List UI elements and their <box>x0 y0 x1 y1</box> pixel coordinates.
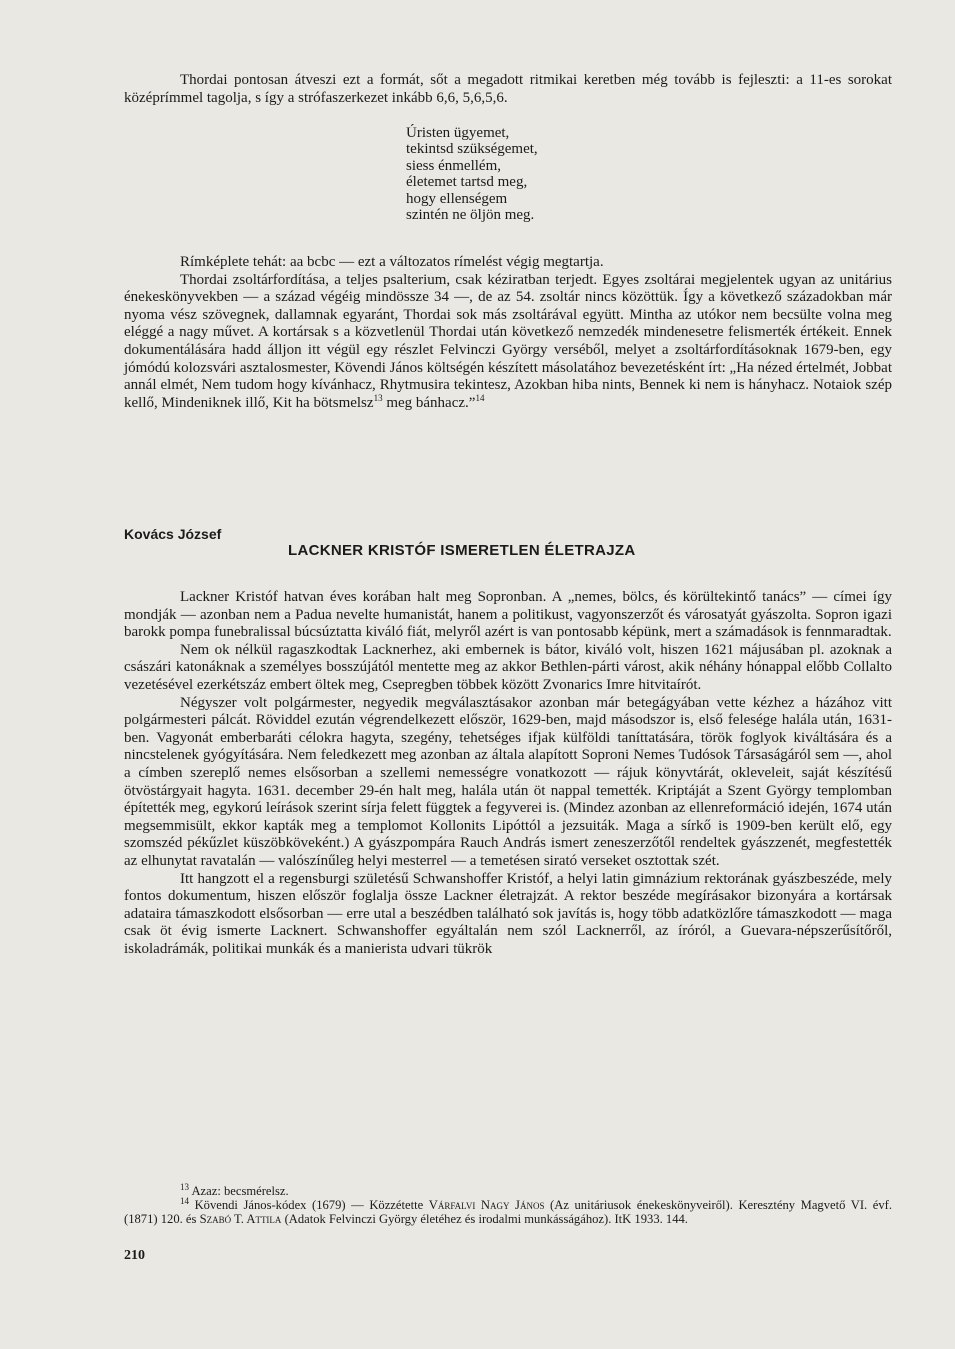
psalter-discussion <box>124 254 892 412</box>
footnote-author-name: Várfalvi Nagy János <box>428 1198 545 1212</box>
footnote-text: (Adatok Felvinczi György életéhez és irodalmi munkásságához). ItK 1933. 144. <box>281 1212 688 1226</box>
footnotes <box>124 1181 892 1226</box>
article-title: LACKNER KRISTÓF ISMERETLEN ÉLETRAJZA <box>288 542 636 559</box>
page-number: 210 <box>124 1248 145 1263</box>
article-paragraph: Itt hangzott el a regensburgi születésű Schwanshoffer Kristóf, a helyi latin gimnázium rektorának gyászbeszéde, mely fontos dokumentum, hiszen először foglalja össze Lackner életrajzát. A rektor beszéde megírásakor bizonyára a kortársak adataira támaszkodott elsősorban — erre utal a beszédben található sok javítás is, hogy több adatközlőre támaszkodott — maga csak öt évig ismerte Lacknert. Schwanshoffer egyáltalán nem szól Lacknerről, az íróról, a Guevara-népszerűsítőről, iskoladrámák, politikai munkák és a manierista udvari tükrök <box>124 870 892 957</box>
verse-line: hogy ellenségem <box>406 190 508 207</box>
footnote-13 <box>124 1181 892 1198</box>
psalm-verse <box>406 125 538 223</box>
verse-line: szintén ne öljön meg. <box>406 207 535 224</box>
verse-line: Úristen ügyemet, <box>406 125 510 141</box>
article-paragraph: Lackner Kristóf hatvan éves korában halt meg Sopronban. A „nemes, bölcs, és körültekintő tanács” — címei így mondják — azonban nem a Padua nevelte humanistát, hanem a politikust, vagyonszerzőt és városatyát gyászolta. Sopron igazi barokk pompa funebralissal búcsúztatta kiváló fiát, melyről azért is van pontosabb képünk, mert a számadások is fennmaradtak. <box>124 589 892 641</box>
psalter-text: Thordai zsoltárfordítása, a teljes psalterium, csak kéziratban terjedt. Egyes zsoltárai megjelentek ugyan az unitárius énekeskönyvekben — a század végéig mindössze 34 —, de az 54. zsoltár nincs közöttük. Így a következő századokban már nyoma vész szövegnek, dallamnak egyaránt, Thordai sok más zsoltárával együtt. Mintha az utókor nem becsülte volna meg eléggé a nagy művet. A kortársak s a közvetlenül Thordai után következő nemzedék mindenesetre felismerték értékeit. Ennek dokumentálására hadd álljon itt végül egy részlet Felvinczi György verséből, melyet a zsoltárfordításoknak 1679-ben, egy jómódú kolozsvári asztalosmester, Kövendi János költségén készített másolatához bevezetésként írt: „Ha nézed értelmét, Jobbat annál elmét, Nem tudom hogy kívánhacz, Rhytmusira tekintesz, Azokban hiba nints, Bennek ki nem is hányhacz. Notaiok szép kellő, Mindeniknek illő, Kit ha bötsmelsz <box>124 271 892 411</box>
article-paragraph: Nem ok nélkül ragaszkodtak Lacknerhez, aki embernek is bátor, kiváló volt, hiszen 1621 májusában pl. azoknak a császári katonáknak a személyes bosszújától mentette meg az akkor Bethlen-párti várost, akik néhány hónappal előbb Collalto vezetésével ezerkétszáz embert öltek meg, Csepregben többek között Zvonarics Imre hitvitaírót. <box>124 641 892 693</box>
footnote-number: 13 <box>180 1181 189 1192</box>
psalter-text-end: meg bánhacz.” <box>382 394 476 411</box>
psalter-paragraph <box>124 272 892 413</box>
footnote-text: Kövendi János-kódex (1679) — Közzétette <box>189 1198 429 1212</box>
article-body <box>124 589 892 958</box>
footnote-text: (Az unitáriusok énekeskönyveiről). Keresztény Magvető VI. évf. (1871) 120. és <box>124 1198 892 1226</box>
footnote-14 <box>124 1195 892 1226</box>
footnote-author-name: Szabó T. Attila <box>199 1212 282 1226</box>
footnote-ref-14[interactable]: 14 <box>475 392 485 403</box>
verse-line: életemet tartsd meg, <box>406 174 528 191</box>
rhyme-scheme-paragraph: Rímképlete tehát: aa bcbc — ezt a változatos rímelést végig megtartja. <box>180 254 604 270</box>
article-paragraph: Négyszer volt polgármester, negyedik megválasztásakor azonban már betegágyában vette kézhez a házához vitt polgármesteri pálcát. Röviddel ezután végrendelkezett először, 1629-ben, majd másodszor is, első felesége halála után, 1631-ben. Vagyonát emberbaráti célokra hagyta, szegény, tehetséges ifjak külföldi taníttatására, török foglyok kiváltására és a nincstelenek gyógyítására. Nem feledkezett meg azonban az általa alapított Soproni Nemes Tudósok Társaságáról sem —, ahol a címben szereplő nemes elsősorban a szellemi nemességre vonatkozott — rájuk könyvtárát, okleveleit, saját készítésű ötvöstárgyait hagyta. 1631. december 29-én halt meg, halála után öt nappal temették. Kriptáját a Szent György templomban építették meg, egykorú leírások szerint sírja felett függtek a fegyverei is. (Mindez azonban az ellenreformáció idején, 1674 után megsemmisült, ekkor kapták meg a templomot Kollonits Lipóttól a jezsuiták. Maga a sírkő is 1909-ben került elő, egy szomszéd pékűzlet küszöbköveként.) A gyászpompára Rauch András ismert zeneszerzőtől rendeltek gyászzenét, megfestették az elhunytat ravatalán — valószínűleg helyi mesterrel — a temetésen sirató verseket osztottak szét. <box>124 694 892 869</box>
footnote-ref-13[interactable]: 13 <box>373 392 383 403</box>
footnote-number: 14 <box>180 1195 189 1206</box>
footnote-text: Azaz: becsmérelsz. <box>189 1184 289 1198</box>
intro-paragraph: Thordai pontosan átveszi ezt a formát, sőt a megadott ritmikai keretben még tovább is fejleszti: a 11-es sorokat középrímmel tagolja, s így a strófaszerkezet inkább 6,6, 5,6,5,6. <box>124 72 892 106</box>
article-author: Kovács József <box>124 526 222 542</box>
verse-line: tekintsd szükségemet, <box>406 141 538 158</box>
verse-line: siess énmellém, <box>406 157 501 174</box>
